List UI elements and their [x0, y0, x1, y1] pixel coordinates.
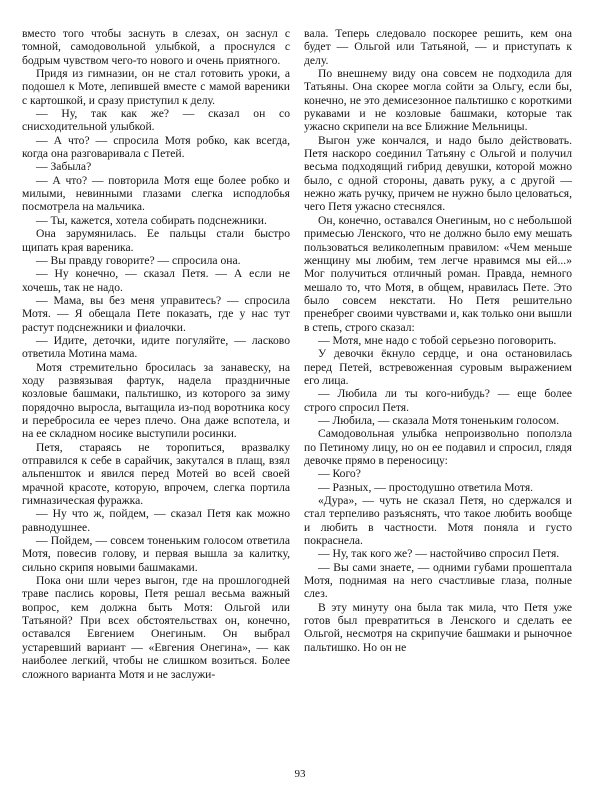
paragraph: — Вы правду говорите? — спросила она.	[36, 253, 241, 267]
paragraph: — Ты, кажется, хотела собирать подснежники.	[36, 213, 267, 227]
paragraph: Петя, стараясь не торопиться, вразвалку отправился к себе в сарайчик, закутался в плащ, взял альпеншток и явился перед Мотей во всей своей мрачной красоте, которую, впрочем, слегка портила гимназическая фуражка.	[22, 440, 290, 508]
paragraph: Самодовольная улыбка непроизвольно поползла по Петиному лицу, но он ее подавил и спросил, глядя девочке прямо в переносицу:	[304, 427, 572, 467]
paragraph: — Мама, вы без меня управитесь? — спросила Мотя. — Я обещала Пете показать, где у нас тут растут подснежники и фиалочки.	[22, 293, 290, 334]
paragraph: — А что? — повторила Мотя еще более робко и милыми, невинными глазами слегка исподлобья посмотрела на мальчика.	[22, 173, 290, 214]
paragraph: вала. Теперь следовало поскорее решить, кем она будет — Ольгой или Татьяной, — и приступать к делу.	[304, 27, 572, 67]
paragraph: Он, конечно, оставался Онегиным, но с небольшой примесью Ленского, что не должно было ему мешать пользоваться великолепным правилом: «Чем меньше женщину мы любим, тем легче нравимся мы ей...» Мог получиться отличный роман. Правда, немного мешало то, что Мотя, в общем, нравилась Пете. Это было совсем некстати. Но Петя решительно пренебрег своими чувствами и, как только они вышли в степь, строго сказал:	[304, 213, 572, 334]
paragraph: Она зарумянилась. Ее пальцы стали быстро щипать края вареника.	[22, 227, 290, 254]
paragraph: — Любила, — сказала Мотя тоненьким голосом.	[318, 413, 560, 427]
paragraph: — Идите, деточки, идите погуляйте, — ласково ответила Мотина мама.	[22, 333, 290, 361]
right-column	[304, 27, 572, 654]
page-number: 93	[294, 768, 306, 780]
paragraph: — Ну что ж, пойдем, — сказал Петя как можно равнодушнее.	[22, 507, 290, 534]
paragraph: — Ну, так кого же? — настойчиво спросил Петя.	[318, 547, 560, 561]
paragraph: Пока они шли через выгон, где на прошлогодней траве паслись коровы, Петя решал весьма важный вопрос, кем должна быть Мотя: Ольгой или Татьяной? При всех обстоятельствах он, конечно, оставался Евгением Онегиным. Он выбрал устаревший вариант — «Евгения Онегина», — как наиболее легкий, чтобы не слишком возиться. Более сложного варианта Мотя и не заслужи-	[22, 574, 290, 681]
paragraph: — Любила ли ты кого-нибудь? — еще более строго спросил Петя.	[304, 387, 572, 414]
paragraph: У девочки ёкнуло сердце, и она остановилась перед Петей, встревоженная суровым выражением его лица.	[304, 347, 572, 387]
paragraph: — Забыла?	[36, 160, 92, 174]
paragraph: вместо того чтобы заснуть в слезах, он заснул с томной, самодовольной улыбкой, а проснулся с бодрым чувством чего-то нового и очень приятного.	[22, 27, 290, 67]
paragraph: — Ну, так как же? — сказал он со снисходительной улыбкой.	[22, 107, 290, 134]
paragraph: В эту минуту она была так мила, что Петя уже готов был превратиться в Ленского и сделать ее Ольгой, несмотря на скрипучие башмаки и рыночное пальтишко. Но он не	[304, 600, 572, 654]
paragraph: «Дура», — чуть не сказал Петя, но сдержался и стал терпеливо разъяснять, что такое любить вообще и любить в частности. Мотя поняла и густо покраснела.	[304, 494, 572, 548]
left-column	[22, 27, 290, 681]
paragraph: Выгон уже кончался, и надо было действовать. Петя наскоро соединил Татьяну с Ольгой и получил весьма подходящий гибрид девушки, которой можно было, с одной стороны, давать руку, а с другой — нежно жать ручку, причем не нужно было целоваться, чего Петя ужасно стеснялся.	[304, 133, 572, 214]
paragraph: — А что? — спросила Мотя робко, как всегда, когда она разговаривала с Петей.	[22, 133, 290, 161]
paragraph: Придя из гимназии, он не стал готовить уроки, а подошел к Моте, лепившей вместе с мамой вареники с картошкой, и сразу приступил к делу.	[22, 67, 290, 107]
paragraph: Мотя стремительно бросилась за занавеску, на ходу развязывая фартук, надела праздничные козловые башмаки, пальтишко, из которого за зиму порядочно выросла, вытащила из-под воротника косу и перебросила ее через плечо. Она даже вспотела, и на ее складном носике выступили росинки.	[22, 360, 290, 441]
paragraph: — Кого?	[318, 467, 361, 481]
paragraph: — Вы сами знаете, — одними губами прошептала Мотя, поднимая на него счастливые глаза, полные слез.	[304, 560, 572, 601]
paragraph: — Ну конечно, — сказал Петя. — А если не хочешь, так не надо.	[22, 267, 290, 294]
paragraph: — Пойдем, — совсем тоненьким голосом ответила Мотя, повесив голову, и первая вышла за калитку, сильно скрипя новыми башмаками.	[22, 534, 290, 574]
paragraph: По внешнему виду она совсем не подходила для Татьяны. Она скорее могла сойти за Ольгу, если бы, конечно, не это демисезонное пальтишко с короткими рукавами и не козловые башмаки, которые так ужасно скрипели на все Ближние Мельницы.	[304, 67, 572, 134]
paragraph: — Разных, — простодушно ответила Мотя.	[318, 480, 534, 494]
paragraph: — Мотя, мне надо с тобой серьезно поговорить.	[318, 333, 557, 347]
